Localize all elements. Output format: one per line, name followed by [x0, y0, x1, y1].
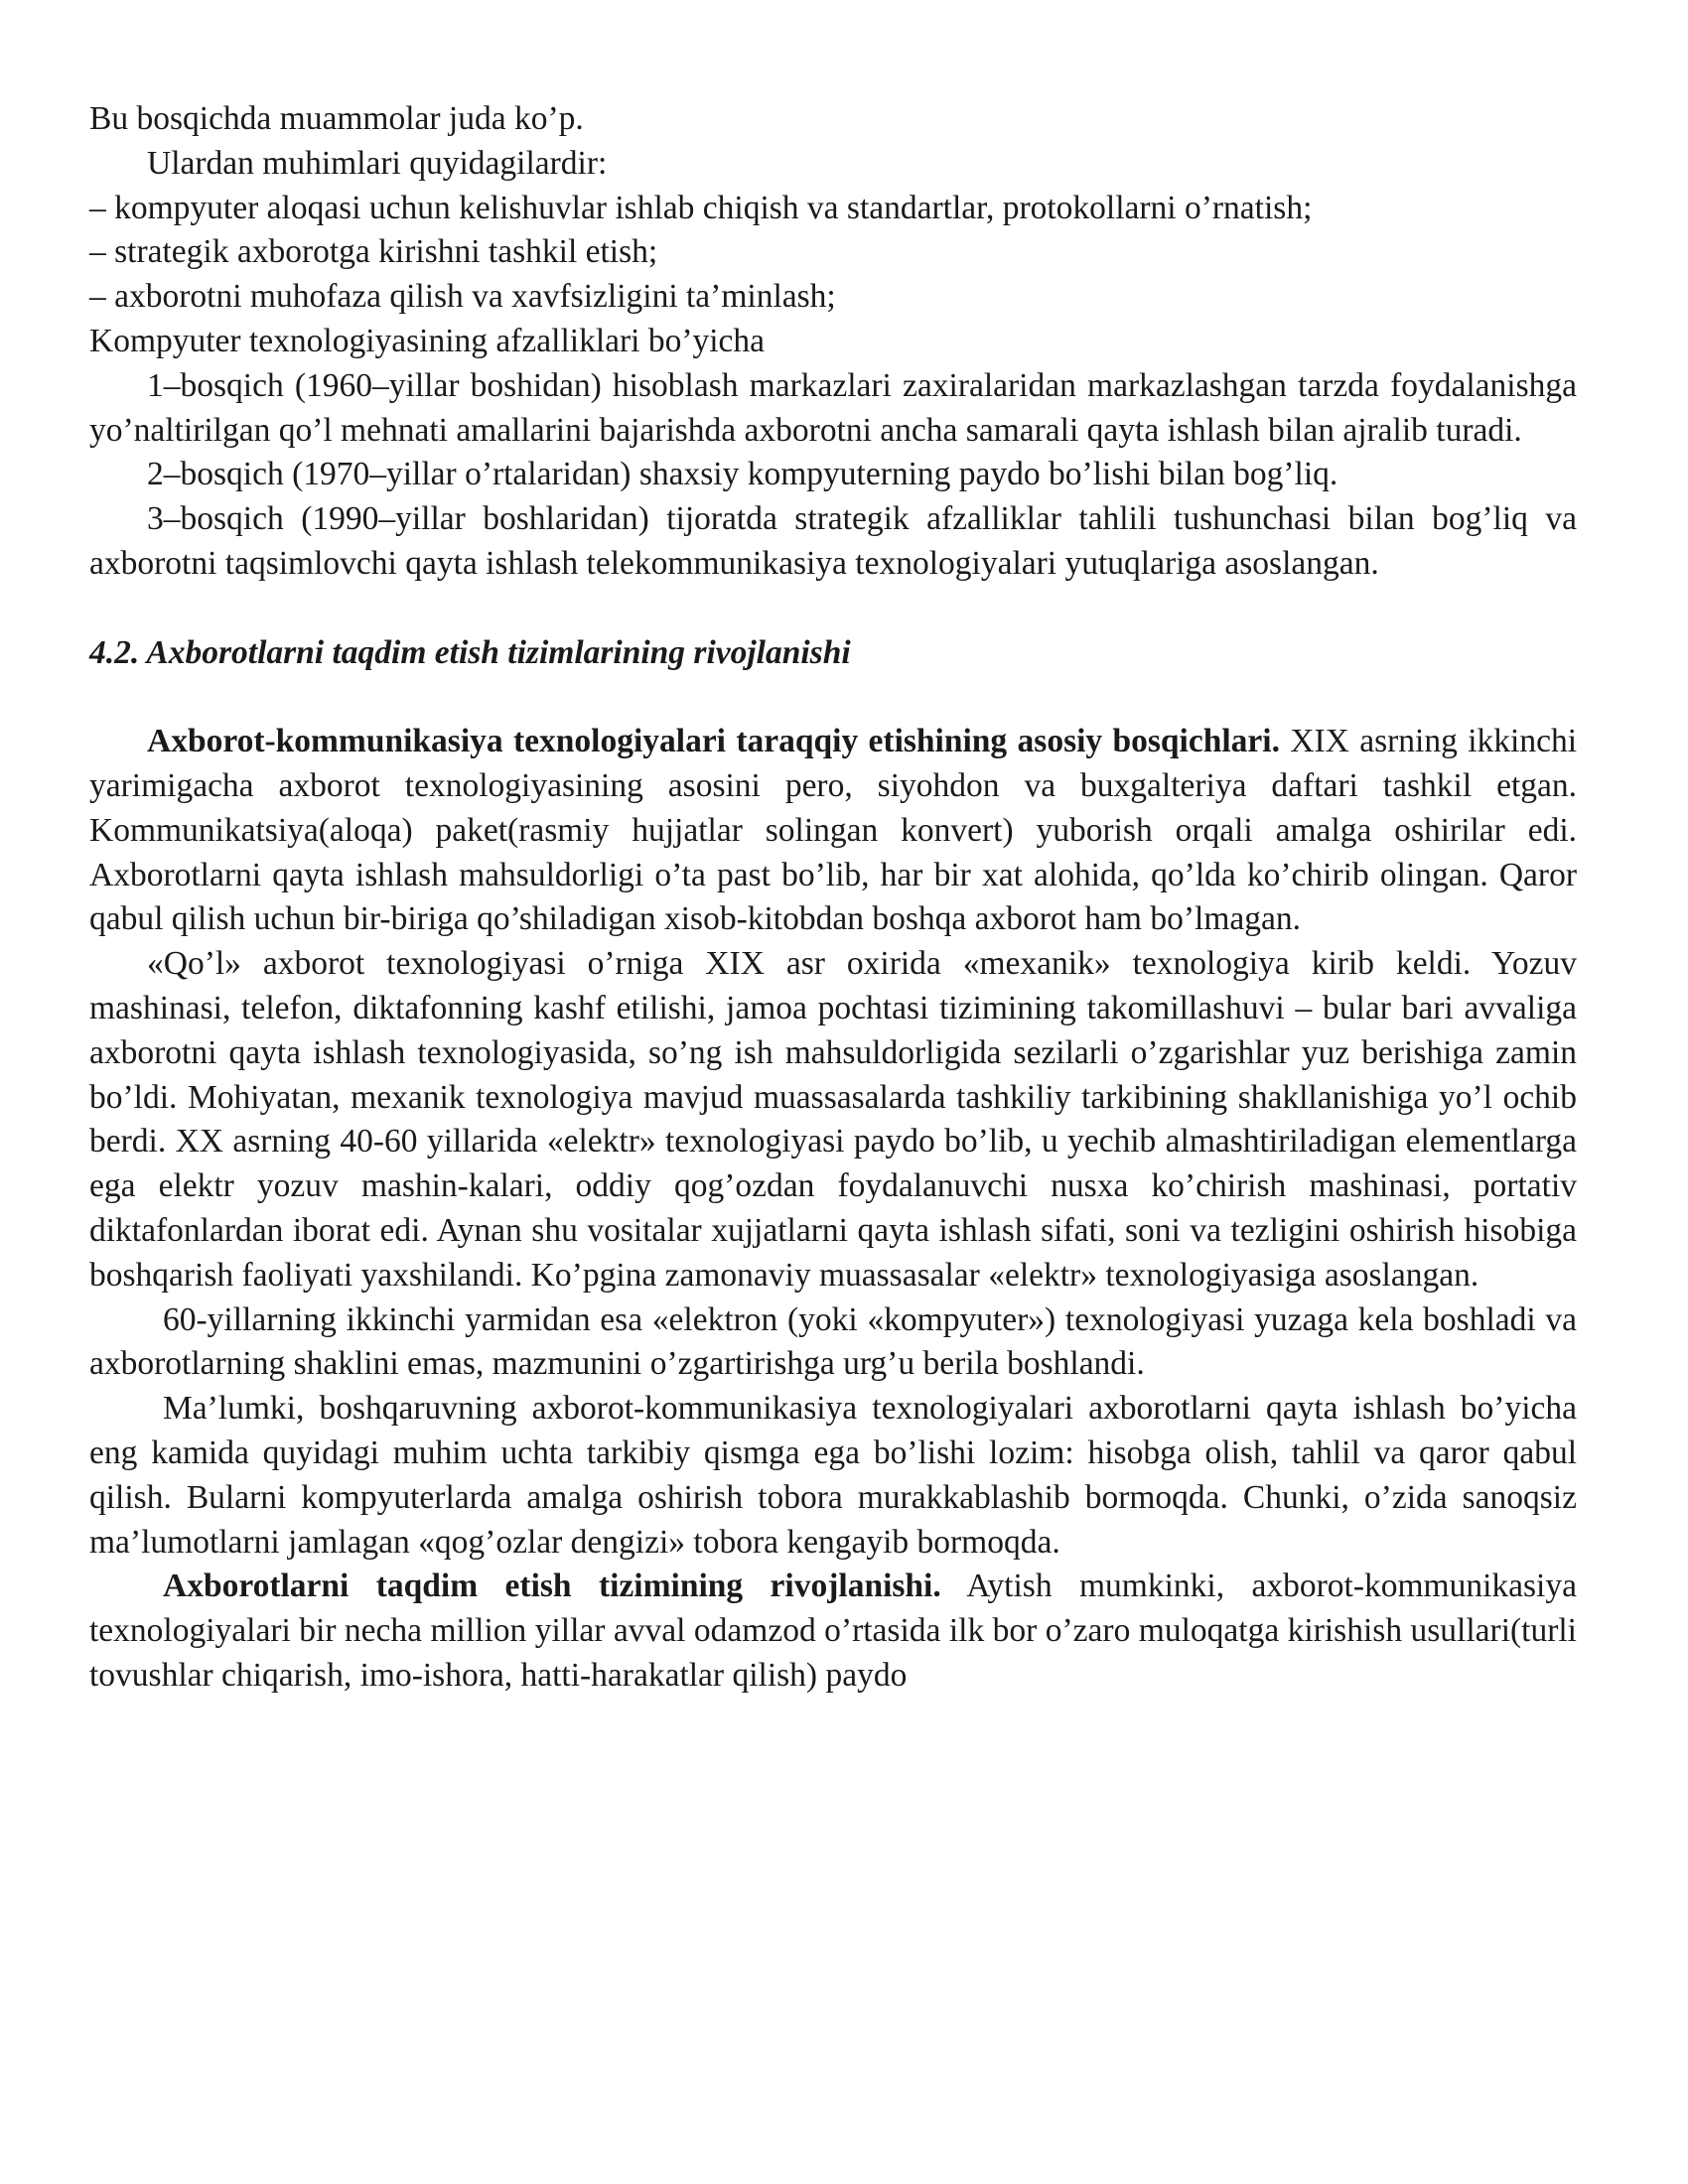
paragraph-1 — [89, 720, 1577, 942]
intro-line-2: Ulardan muhimlari quyidagilardir: — [147, 144, 608, 182]
document-page — [89, 97, 1577, 1699]
spacer — [89, 675, 1577, 720]
stage-1-paragraph: 1–bosqich (1960–yillar boshidan) hisoblash markazlari zaxiralaridan markazlashgan tarzda foydalanishga yo’naltirilgan qo’l mehnati amallarini bajarishda axborotni ancha samarali qayta ishlash bilan ajralib turadi. — [89, 366, 1577, 449]
stage-2-paragraph: 2–bosqich (1970–yillar o’rtalaridan) shaxsiy kompyuterning paydo bo’lishi bilan bog’liq. — [147, 456, 1338, 493]
paragraph-2: «Qo’l» axborot texnologiyasi o’rniga XIX asr oxirida «mexanik» texnologiya kirib keldi. Yozuv mashinasi, telefon, diktafonning kashf etilishi, jamoa pochtasi tizimining takomillashuvi – bular bari avvaliga axborotni qayta ishlash texnologiyasida, so’ng ish mahsuldorligida sezilarli o’zgarishlar yuz berishiga zamin bo’ldi. Mohiyatan, mexanik texnologiya mavjud muassasalarda tashkiliy tarkibining shakllanishiga yo’l ochib berdi. XX asrning 40-60 yillarida «elektr» texnologiyasi paydo bo’lib, u yechib almashtiriladigan elementlarga ega elektr yozuv mashin-kalari, oddiy qog’ozdan foydalanuvchi nusxa ko’chirish mashinasi, portativ diktafonlardan iborat edi. Aynan shu vositalar xujjatlarni qayta ishlash sifati, soni va tezligini oshirish hisobiga boshqarish faoliyati yaxshilandi. Ko’pgina zamonaviy muassasalar «elektr» texnologiyasiga asoslangan. — [89, 945, 1577, 1294]
paragraph-5 — [89, 1565, 1577, 1698]
stage-3-paragraph: 3–bosqich (1990–yillar boshlaridan) tijoratda strategik afzalliklar tahlili tushunchasi bilan bog’liq va axborotni taqsimlovchi qayta ishlash telekommunikasiya texnologiyalari yutuqlariga asoslangan. — [89, 500, 1577, 582]
list-item-2: – strategik axborotga kirishni tashkil etish; — [89, 233, 658, 271]
section-heading: 4.2. Axborotlarni taqdim etish tizimlarining rivojlanishi — [89, 633, 851, 671]
paragraph-1-lead: Axborot-kommunikasiya texnologiyalari taraqqiy etishining asosiy bosqichlari. — [147, 723, 1280, 760]
intro-line-1: Bu bosqichda muammolar juda ko’p. — [89, 100, 584, 137]
paragraph-5-text: Aytish mumkinki, axborot-kommunikasiya texnologiyalari bir necha million yillar avval odamzod o’rtasida ilk bor o’zaro muloqatga kirishish usullari(turli tovushlar chiqarish, imo-ishora, hatti-harakatlar qilish) paydo — [89, 1568, 1577, 1694]
paragraph-3: 60-yillarning ikkinchi yarmidan esa «elektron (yoki «kompyuter») texnologiyasi yuzaga kela boshladi va axborotlarning shaklini emas, mazmunini o’zgartirishga urg’u berila boshlandi. — [89, 1300, 1577, 1383]
list-item-3: – axborotni muhofaza qilish va xavfsizligini ta’minlash; — [89, 278, 836, 316]
spacer — [89, 587, 1577, 631]
paragraph-5-lead: Axborotlarni taqdim etish tizimining rivojlanishi. — [163, 1568, 941, 1605]
paragraph-4: Ma’lumki, boshqaruvning axborot-kommunikasiya texnologiyalari axborotlarni qayta ishlash bo’yicha eng kamida quyidagi muhim uchta tarkibiy qismga ega bo’lishi lozim: hisobga olish, tahlil va qaror qabul qilish. Bularni kompyuterlarda amalga oshirish tobora murakkablashib bormoqda. Chunki, o’zida sanoqsiz ma’lumotlarni jamlagan «qog’ozlar dengizi» tobora kengayib bormoqda. — [89, 1390, 1577, 1561]
list-item-1: – kompyuter aloqasi uchun kelishuvlar ishlab chiqish va standartlar, protokollarni o’rnatish; — [89, 189, 1313, 226]
intro-line-6: Kompyuter texnologiyasining afzalliklari bo’yicha — [89, 322, 766, 359]
paragraph-1-text: XIX asrning ikkinchi yarimigacha axborot texnologiyasining asosini pero, siyohdon va buxgalteriya daftari tashkil etgan. Kommunikatsiya(aloqa) paket(rasmiy hujjatlar solingan konvert) yuborish orqali amalga oshirilar edi. Axborotlarni qayta ishlash mahsuldorligi o’ta past bo’lib, har bir xat alohida, qo’lda ko’chirib olingan. Qaror qabul qilish uchun bir-biriga qo’shiladigan xisob-kitobdan boshqa axborot ham bo’lmagan. — [89, 723, 1577, 938]
